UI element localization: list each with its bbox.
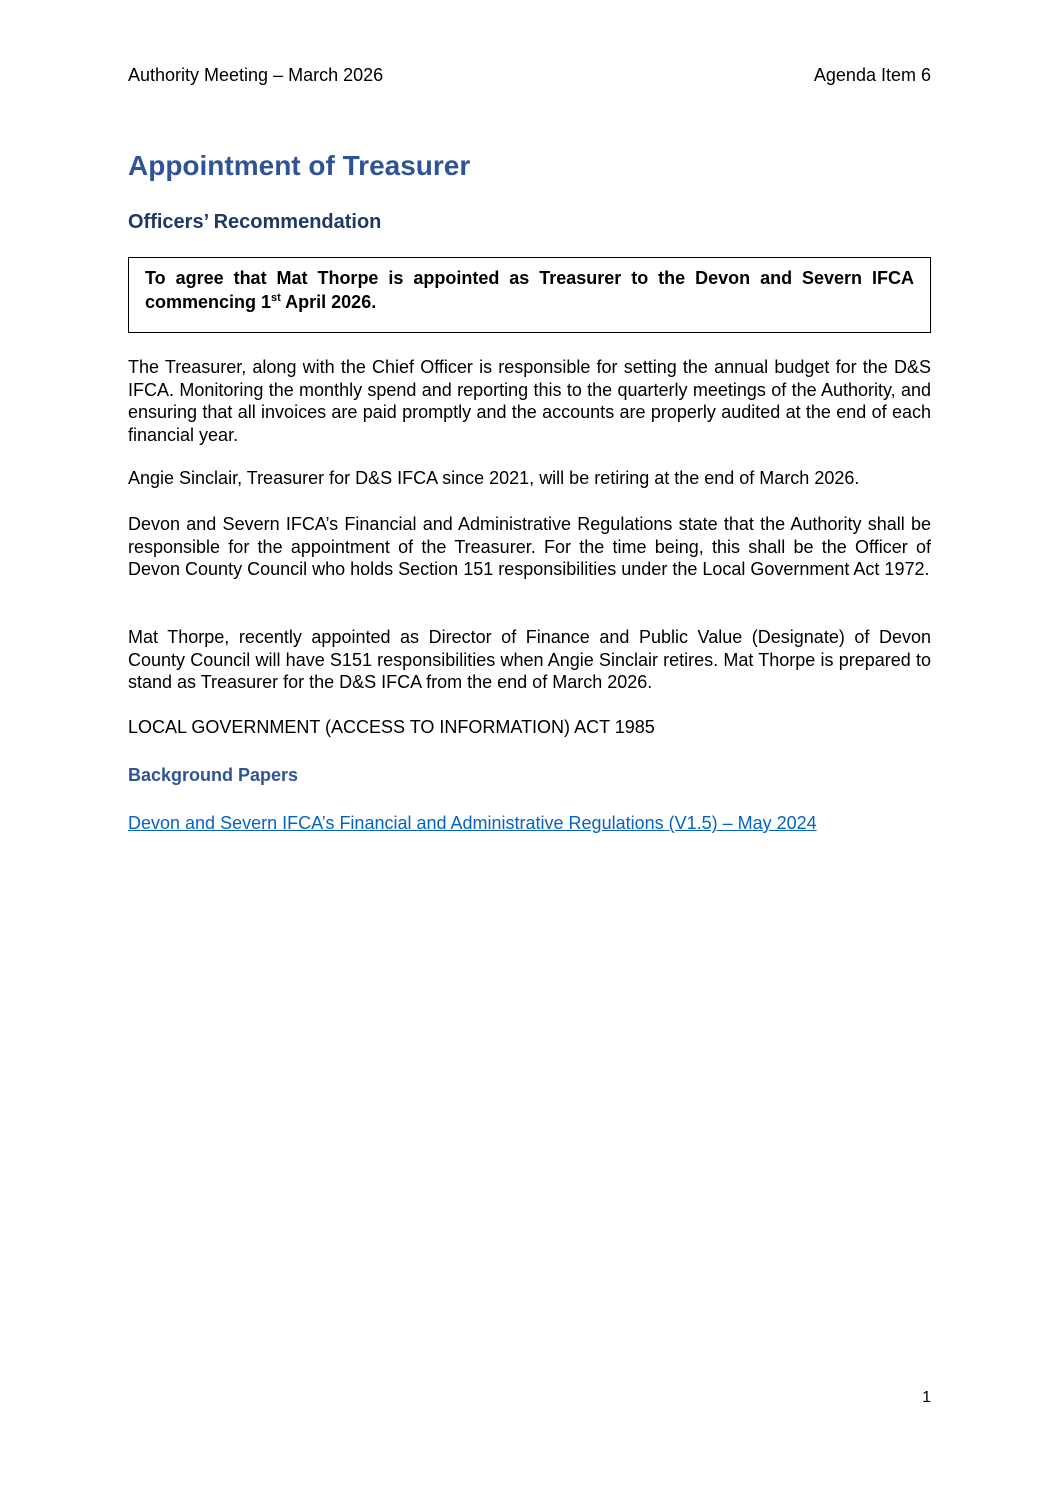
recommendation-text-end: April 2026. xyxy=(280,292,377,312)
paragraph-retirement: Angie Sinclair, Treasurer for D&S IFCA since 2021, will be retiring at the end of March 2026. xyxy=(128,468,860,488)
header-agenda-item: Agenda Item 6 xyxy=(813,65,931,85)
paragraph-new-treasurer: Mat Thorpe, recently appointed as Director of Finance and Public Value (Designate) of Devon County Council will have S151 responsibilities when Angie Sinclair retires. Mat Thorpe is prepared to stand as Treasurer for the D&S IFCA from the end of March 2026. xyxy=(128,627,931,693)
recommendation-box xyxy=(128,257,931,333)
paragraph-act-reference: LOCAL GOVERNMENT (ACCESS TO INFORMATION) ACT 1985 xyxy=(128,717,655,737)
header-meeting-label: Authority Meeting – March 2026 xyxy=(128,65,384,85)
recommendation-heading: Officers’ Recommendation xyxy=(128,211,382,233)
page-number: 1 xyxy=(922,1389,931,1406)
page-title: Appointment of Treasurer xyxy=(128,150,471,181)
recommendation-text: To agree that Mat Thorpe is appointed as Treasurer to the Devon and Severn IFCA commencing 1 xyxy=(145,268,914,312)
paragraph-regulations: Devon and Severn IFCA’s Financial and Administrative Regulations state that the Authority shall be responsible for the appointment of the Treasurer. For the time being, this shall be the Officer of Devon County Council who holds Section 151 responsibilities under the Local Government Act 1972. xyxy=(128,514,931,580)
recommendation-ordinal-suffix: st xyxy=(271,292,281,304)
paragraph-treasurer-role: The Treasurer, along with the Chief Officer is responsible for setting the annual budget for the D&S IFCA. Monitoring the monthly spend and reporting this to the quarterly meetings of the Authority, and ensuring that all invoices are paid promptly and the accounts are properly audited at the end of each financial year. xyxy=(128,357,931,445)
background-papers-heading: Background Papers xyxy=(128,765,299,785)
regulations-link[interactable]: Devon and Severn IFCA’s Financial and Administrative Regulations (V1.5) – May 2024 xyxy=(128,813,817,833)
